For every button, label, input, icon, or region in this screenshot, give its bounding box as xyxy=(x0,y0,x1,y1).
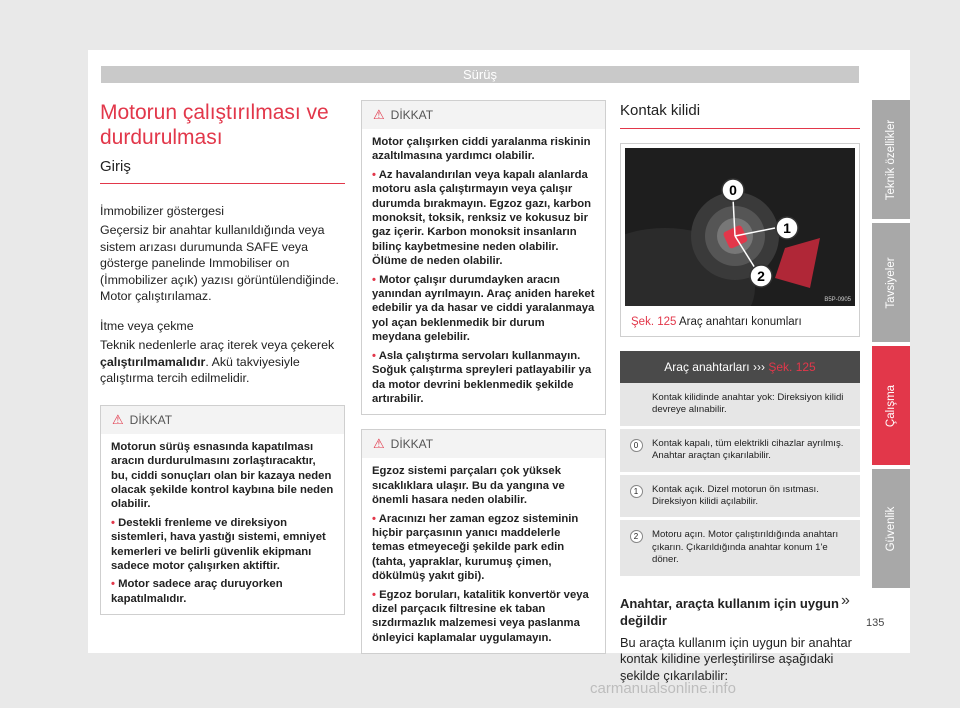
tab-label: Teknik özellikler xyxy=(885,119,897,200)
row-key-badge: 1 xyxy=(630,485,643,498)
continue-arrow-icon: » xyxy=(841,592,850,609)
watermark: carmanualsonline.info xyxy=(590,680,736,697)
row-key-badge: 2 xyxy=(630,530,643,543)
row-text: Kontak kilidinde anahtar yok: Direksiyon kilidi devreye alınabilir. xyxy=(652,392,844,416)
warning-body xyxy=(101,434,344,614)
ignition-photo xyxy=(625,148,855,306)
bullet-icon: • xyxy=(372,349,376,362)
caption-text: Araç anahtarı konumları xyxy=(678,316,802,328)
warning-header xyxy=(362,430,605,458)
row-text: Kontak açık. Dizel motorun ön ısıtması. Direksiyon kilidi açılabilir. xyxy=(652,483,819,508)
row-text: Kontak kapalı, tüm elektrikli cihazlar ayrılmış. Anahtar araçtan çıkarılabilir. xyxy=(652,437,844,462)
tab-calisma[interactable] xyxy=(872,346,910,465)
row-key xyxy=(620,429,652,472)
warning-title: DİKKAT xyxy=(129,412,173,427)
warning-item xyxy=(111,516,334,574)
push-text-a: Teknik nedenlerle araç iterek veya çekerek xyxy=(100,337,335,352)
warning-title: DİKKAT xyxy=(390,108,434,122)
bullet-icon: • xyxy=(372,588,376,601)
table-head-arrow: ››› xyxy=(753,360,765,374)
figure xyxy=(620,143,860,337)
table-head-ref[interactable]: Şek. 125 xyxy=(768,360,816,374)
figure-label-0: 0 xyxy=(729,182,737,198)
key-positions-table xyxy=(620,351,860,579)
warning-body xyxy=(362,129,605,414)
figure-label-2: 2 xyxy=(757,268,765,284)
table-row xyxy=(620,429,860,475)
warning-item-text: Destekli frenleme ve direksiyon sistemleri, hava yastığı sistemi, emniyet kemerleri ve belirli güvenlik ekipmanı sadece motor çalışırken aktiftir. xyxy=(111,516,326,572)
column-2 xyxy=(361,100,606,654)
warning-item-text: Motor çalışır durumdayken aracın yanından ayrılmayın. Araç aniden hareket edebilir ya da hasar ve ciddi yaralanmaya yol açan beklenmedik bir durum meydana gelebilir. xyxy=(372,273,595,344)
warning-item xyxy=(111,577,334,606)
subsection-title: Anahtar, araçta kullanım için uygun değildir xyxy=(620,595,839,628)
warning-header xyxy=(362,101,605,129)
warning-box xyxy=(100,405,345,615)
push-text xyxy=(100,337,345,387)
warning-triangle-icon: ⚠ xyxy=(373,107,385,122)
side-tabs xyxy=(872,100,910,592)
warning-item-text: Egzoz boruları, katalitik konvertör veya dizel parçacık filtresine ek taban sızdırmazlık malzemesi veya paslanma önleyici kaplamalar uygulamayın. xyxy=(372,588,589,644)
table-header xyxy=(620,351,860,383)
column-3 xyxy=(620,100,860,685)
row-key-badge: 0 xyxy=(630,439,643,452)
warning-item-text: Asla çalıştırma servoları kullanmayın. Soğuk çalıştırma spreyleri patlayabilir ya da motor devrini beklenmedik şekilde artırabilir. xyxy=(372,349,592,405)
row-key xyxy=(620,383,652,426)
figure-caption xyxy=(621,310,859,336)
push-heading: İtme veya çekme xyxy=(100,318,194,333)
warning-body xyxy=(362,458,605,653)
table-row xyxy=(620,475,860,521)
warning-item xyxy=(372,512,595,584)
warning-item xyxy=(372,588,595,646)
title-line-1: Motorun çalıştırılması ve xyxy=(100,101,329,124)
page-title xyxy=(100,100,345,150)
tab-label: Çalışma xyxy=(885,384,897,427)
warning-item xyxy=(372,168,595,269)
warning-text: Motor çalışırken ciddi yaralanma riskinin azaltılmasına yardımcı olabilir. xyxy=(372,136,591,163)
bullet-icon: • xyxy=(111,516,115,529)
bullet-icon: • xyxy=(372,512,376,525)
row-key xyxy=(620,520,652,575)
row-text: Motoru açın. Motor çalıştırıldığında anahtarı çıkarın. Çıkarıldığında anahtar konum 1'e döner. xyxy=(652,529,839,566)
warning-item xyxy=(372,349,595,407)
warning-text: Motorun sürüş esnasında kapatılması aracın durdurulmasını zorlaştıracaktır, bu, ciddi sonuçları olan bir kazaya neden olacak şekilde kontrol kaybına bile neden olabilir. xyxy=(111,440,334,511)
push-text-b: . Akü takviyesiyle çalıştırma tercih edilmelidir. xyxy=(100,354,300,386)
figure-code: B5P-0905 xyxy=(824,297,851,303)
warning-title: DİKKAT xyxy=(390,437,434,452)
warning-triangle-icon: ⚠ xyxy=(112,411,124,427)
bullet-icon: • xyxy=(111,578,115,591)
table-row xyxy=(620,383,860,429)
tab-guvenlik[interactable] xyxy=(872,469,910,588)
table-row xyxy=(620,520,860,578)
ignition-illustration xyxy=(625,148,855,306)
push-text-bold: çalıştırılmamalıdır xyxy=(100,354,206,369)
title-line-2: durdurulması xyxy=(100,126,223,149)
tab-teknik-ozellikler[interactable] xyxy=(872,100,910,219)
warning-text: Egzoz sistemi parçaları çok yüksek sıcaklıklara ulaşır. Bu da yangına ve önemli hasara neden olabilir. xyxy=(372,465,565,507)
figure-label-1: 1 xyxy=(783,220,791,236)
immobilizer-text: Geçersiz bir anahtar kullanıldığında veya sistem arızası durumunda SAFE veya gösterge panelinde Immobiliser on (İmmobilizer açık) yazısı görüntülendiğinde. Motor çalıştırılamaz. xyxy=(100,223,339,304)
tab-label: Güvenlik xyxy=(885,506,897,551)
warning-header xyxy=(101,406,344,434)
bullet-icon: • xyxy=(372,273,376,286)
section-subhead: Giriş xyxy=(100,158,345,184)
warning-item-text: Motor sadece araç duruyorken kapatılmalıdır. xyxy=(111,578,283,605)
kontak-title: Kontak kilidi xyxy=(620,102,860,129)
warning-box-exhaust-gas xyxy=(361,100,606,415)
section-header: Sürüş xyxy=(101,66,859,83)
column-1 xyxy=(100,100,345,615)
warning-item xyxy=(372,273,595,345)
table-head-text: Araç anahtarları xyxy=(664,360,750,374)
row-key xyxy=(620,475,652,518)
tab-tavsiyeler[interactable] xyxy=(872,223,910,342)
subsection-text: Bu araçta kullanım için uygun bir anahtar kontak kilidine yerleştirilirse aşağıdaki şekilde çıkarılabilir: xyxy=(620,634,852,684)
warning-triangle-icon: ⚠ xyxy=(373,436,385,452)
bullet-icon: • xyxy=(372,168,376,181)
caption-number: Şek. 125 xyxy=(631,316,677,328)
immobilizer-heading: İmmobilizer göstergesi xyxy=(100,204,224,218)
warning-item-text: Aracınızı her zaman egzoz sisteminin hiçbir parçasının yanıcı maddelerle temas etmeyeceği şekilde park edin (tahta, yapraklar, kurumuş çimen, dökülmüş yakıt gibi). xyxy=(372,512,579,583)
page-number: 135 xyxy=(866,617,885,629)
warning-item-text: Az havalandırılan veya kapalı alanlarda motoru asla çalıştırmayın veya çalışır durumda bırakmayın. Egzoz gazı, karbon monoksit, toksik, renksiz ve kokusuz bir gaz içerir. Karbon monoksit insanların bilinç kaybetmesine neden olabilir. Ölüme de neden olabilir. xyxy=(372,168,592,268)
warning-box-exhaust-heat xyxy=(361,429,606,654)
tab-label: Tavsiyeler xyxy=(885,256,897,309)
